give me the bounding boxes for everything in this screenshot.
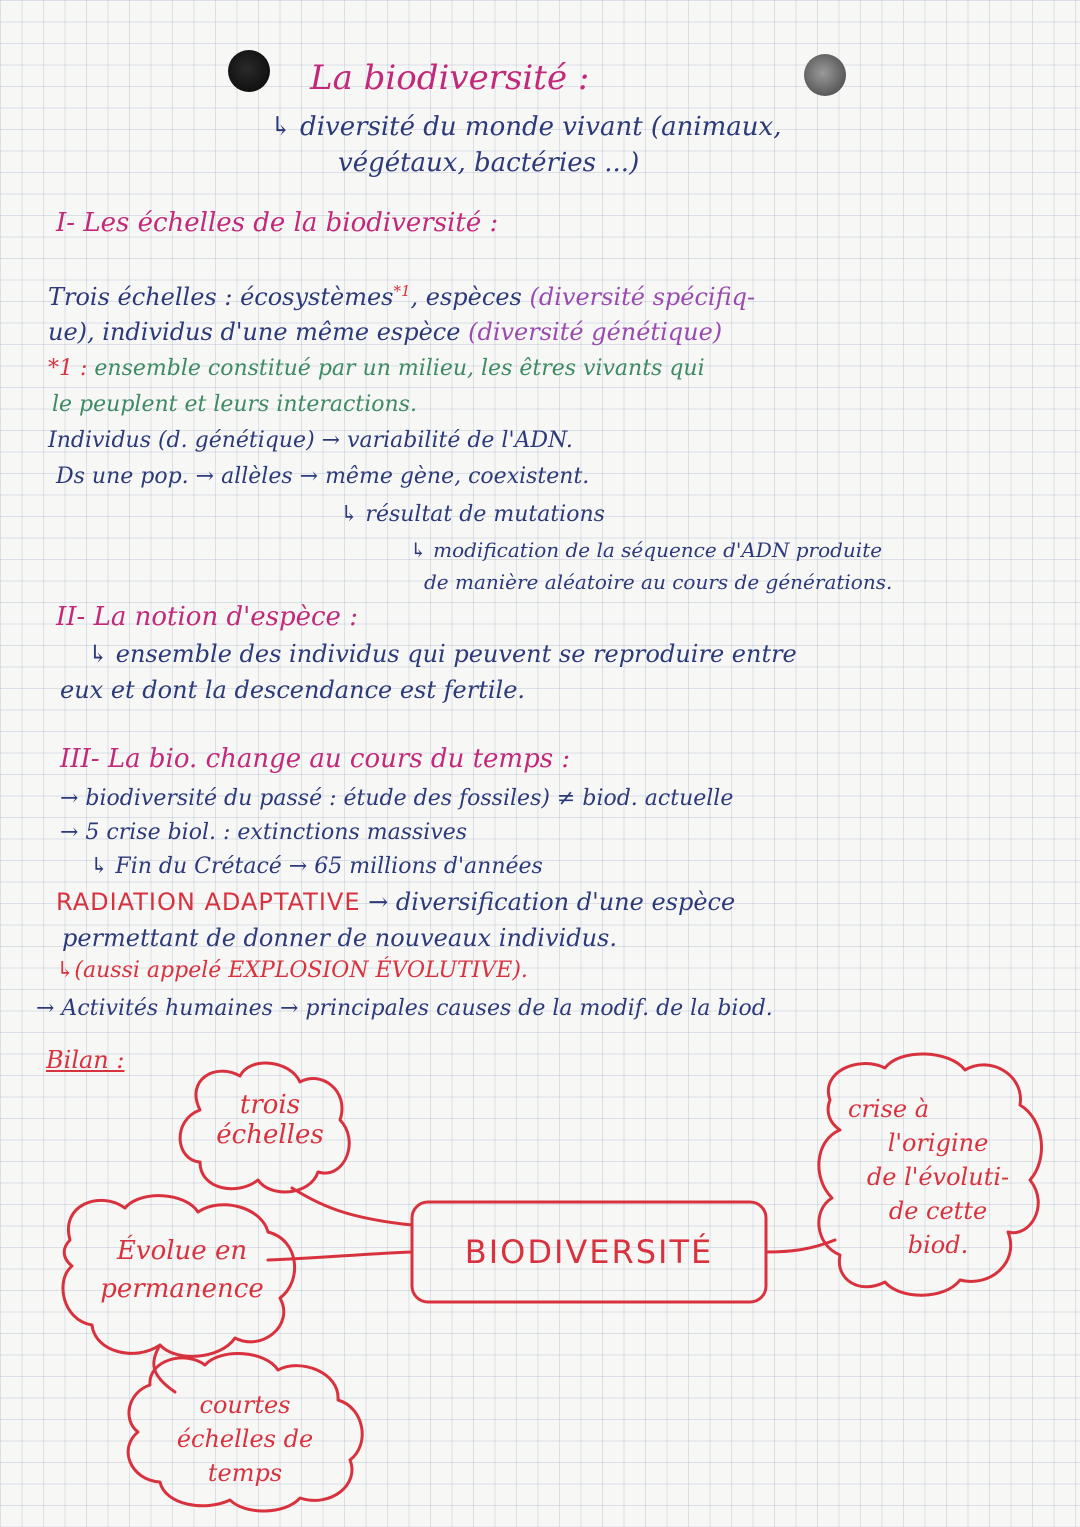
section3-line2: → 5 crise biol. : extinctions massives xyxy=(60,820,468,845)
section3-line1: → biodiversité du passé : étude des fossiles) ≠ biod. actuelle xyxy=(60,786,734,811)
human-activities-line: → Activités humaines → principales causes de la modif. de la biod. xyxy=(36,996,773,1021)
modification-line1: ↳ modification de la séquence d'ADN produite xyxy=(410,538,883,562)
cloud-crise-line1: crise à xyxy=(848,1095,930,1123)
cloud-courtes-line1: courtes xyxy=(199,1391,291,1419)
radiation-rest: → diversification d'une espèce xyxy=(368,888,736,916)
title-definition-line1: ↳ diversité du monde vivant (animaux, xyxy=(270,112,782,142)
cloud-evolue-label xyxy=(82,1232,282,1308)
title-definition-line2: végétaux, bactéries ...) xyxy=(338,148,640,178)
cloud-courtes-line3: temps xyxy=(207,1459,283,1487)
radiation-line2: permettant de donner de nouveaux individus. xyxy=(62,924,617,952)
cloud-crise-line2: l'origine xyxy=(887,1129,989,1157)
section1-line1-d: (diversité spécifiq- xyxy=(529,283,756,311)
section1-line2-b: (diversité génétique) xyxy=(468,318,723,346)
section3-line3: ↳ Fin du Crétacé → 65 millions d'années xyxy=(90,854,543,879)
radiation-line3: ↳(aussi appelé EXPLOSION ÉVOLUTIVE). xyxy=(56,958,528,983)
connector-trois-to-box xyxy=(292,1188,412,1225)
footnote-marker-ref: *1 xyxy=(393,282,411,300)
section1-line2-a: ue), individus d'une même espèce xyxy=(48,318,461,346)
cloud-crise-line4: de cette xyxy=(888,1197,988,1225)
page-title: La biodiversité : xyxy=(310,58,590,98)
section2-heading: II- La notion d'espèce : xyxy=(56,602,358,632)
section2-line2: eux et dont la descendance est fertile. xyxy=(60,676,526,704)
cloud-evolue-line1: Évolue en xyxy=(116,1236,248,1266)
mutations-line: ↳ résultat de mutations xyxy=(340,502,605,527)
section1-line1-c: , espèces xyxy=(410,283,522,311)
section3-heading: III- La bio. change au cours du temps : xyxy=(60,744,571,774)
cloud-crise-line5: biod. xyxy=(907,1231,969,1259)
biodiversite-center-label: BIODIVERSITÉ xyxy=(464,1233,714,1271)
modification-line2: de manière aléatoire au cours de générations. xyxy=(424,570,893,594)
cloud-courtes-line2: échelles de xyxy=(176,1425,314,1453)
individus-line: Individus (d. génétique) → variabilité de l'ADN. xyxy=(48,428,573,453)
connector-evolue-to-box xyxy=(268,1252,412,1260)
cloud-trois-echelles-label xyxy=(200,1090,340,1150)
section1-line1-a: Trois échelles : écosystèmes xyxy=(48,283,394,311)
cloud-crise-label xyxy=(838,1092,1038,1262)
section2-line1: ↳ ensemble des individus qui peuvent se reproduire entre xyxy=(88,640,797,668)
cloud-crise-line3: de l'évoluti- xyxy=(866,1163,1010,1191)
cloud-trois-line1: trois xyxy=(239,1090,301,1120)
radiation-title: RADIATION ADAPTATIVE xyxy=(56,888,361,916)
cloud-courtes-label xyxy=(140,1388,350,1490)
population-line: Ds une pop. → allèles → même gène, coexistent. xyxy=(56,464,590,489)
cloud-trois-line2: échelles xyxy=(216,1120,324,1150)
cloud-evolue-line2: permanence xyxy=(100,1274,264,1304)
footnote-text1: ensemble constitué par un milieu, les êtres vivants qui xyxy=(94,356,705,381)
bilan-label: Bilan : xyxy=(46,1046,125,1074)
section1-heading: I- Les échelles de la biodiversité : xyxy=(56,208,499,238)
footnote-line2: le peuplent et leurs interactions. xyxy=(52,392,417,417)
footnote-marker: *1 : xyxy=(48,356,88,381)
